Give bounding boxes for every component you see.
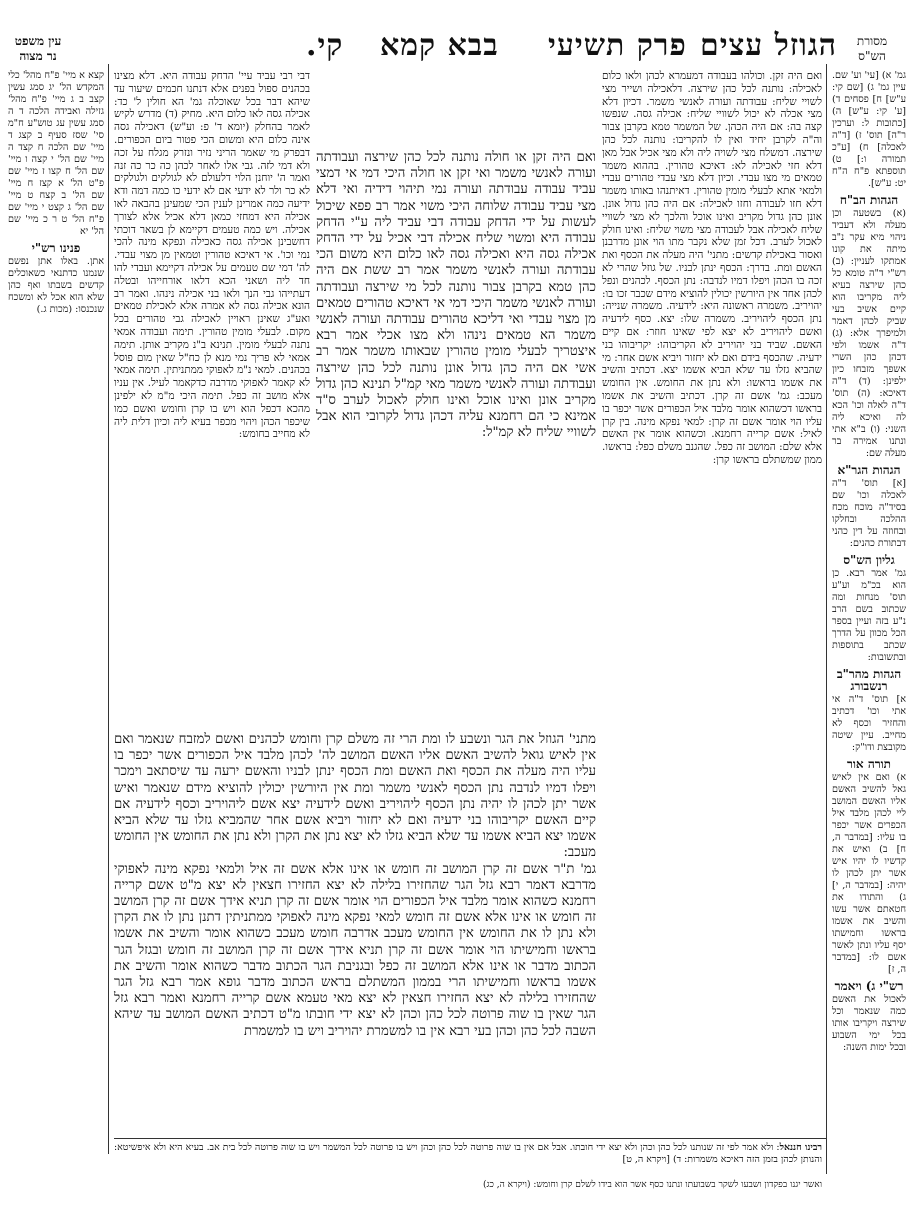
rashi-note-text: לאכול את האשם כמה שנאמר וכל שירצה ויקריבו אותו בכל ימי השבוע ובכל ימות השנה:: [832, 994, 906, 1053]
tosafot-text: דבי רבי עביד עיי' הדחק עבודה היא. דלא מצינו בכהנים ספול בפנים אלא דנתנו חכמים שיעור עד שיהא דבר בכל שאוכלה גמ' הא חולין ל' כד: אכילה גסה לאו כלום היא. מחיק (ד) מדרש לקיש לאמר בהחלק (יומא ד' פ: וע"ש) דאכילה גסה אינה כלום היא ומשום הכי פטור ביום הכפורים. דבפרק מי שאמר הריני נזיר ונזרק מגלח על זכה ולא דמי לזה. גבי אלו לאחר לכהן כה כר כה זנה ואמר ה' יוחנן הלוי דלעולם לא לגולקים ולגולקים לא כר ולר לא ידעי אם לא ידעי כו כמה דמה ודא ידיעה כמה אמרינן לענין הכי שמעינן בהבאה לאו אכילה היא דמחזי כמאן דלא אכיל אלא לצורך אכילה. ויש כמה טעמים דקיימא לן בשאר דוכתי דחשבינן אכילה גסה כאכילה ונפקא מינה להכי נמי וכו'. אי דאיכא טהורין וטמאין מן מצוי עבדי. לה' דמי שם טעמים על אכילה דקיימא ועבדי להו חד ליה ושאני הכא דלאו אורחייהו ובטלה דעתייהו גבי הנך ולאו בני אכילה נינהו. ואמר רב הונא אכילה גסה לא אמרה אלא לאכילת טמאים ואע"ג שאינן ראויין לאכילה גבי טהורים בכל מקום. לבעלי מומין טהורין. תימה ועבודה אמאי נתנה לבעלי מומין. תנינא ב"נ מקריב אותן. תימה אמאי לא פריך נמי מנא לן כח"ל שאין מום פוסל בכהנים. למאי נ"מ לאפוקי ממתניתין. תימה אמאי לא קאמר לאפוקי מדרבה כדקאמר לעיל. אין עניו אלא מושב זה כפל. תימה היכי מ"מ לא ילפינן מהכא דכפל הוא ויש בו קרן וחומש ואשם כמו שיכפר הכהן ויהוי מכפר בעיא ליה וכיון דלית ליה לא מחייב בחומש:: [114, 70, 310, 441]
ein-mishpat-heading: עין משפט נר מצוה: [14, 34, 62, 63]
bottom-notes: רבינו חננאל: ולא אמר לפי זה שנותנו לכל כהן וכהן ולא יצא ידי חובתו. אבל אם אין בו שוה פרוטה לכל כהן וכהן ויש בו פרוטה לכל המשמר ויש בו שוה פרוטה לכל בית אב. בעיא היא ולא איפשיטא: והנותן לכהן בזמן הזה דאיכא משמרות: ד) [ויקרא ה, ט]: [114, 1142, 823, 1165]
maharsha-text: א] תוס' ד"ה אי אתי וכו' דכתיב והחזיר וכסף לא מחייב. עיין שיטה מקובצת ודו"ק:: [832, 694, 906, 753]
haghot-bach-title: הגהות הב"ח: [839, 193, 899, 207]
torah-or-title: תורה אור: [846, 757, 892, 771]
tractate-title: בבא קמא: [380, 28, 499, 63]
page-number: קי.: [306, 28, 344, 63]
mesoret-hashas-heading: מסורת הש"ס: [856, 34, 888, 63]
left-margin: [8, 70, 104, 490]
gilyon-text: גמ' אמר רבא. כן הוא בכ"מ וע"ע תוס' מנחות ומה שכתוב בשם הרב נ"ע בזה ועיין בספר הכל מכוון על הדרך שכתב בתוספות ובתשובות:: [832, 568, 906, 663]
gemara-upper-text: ואם היה זקן או חולה נותנה לכל כהן שירצה ועבודתה ועורה לאנשי משמר ואי זקן או חולה היכי דמי אי דמצי עביד עבודה עבודתה ועורה נמי תיהוי דידיה ואי דלא מצי עביד עבודה שלוחה היכי משוי אמר רב פפא שיכול לעשות על ידי הדחק עבודה דבי עביד ליה ע"י הדחק עבודה היא ומשוי שליח אכילה דבי אכיל על ידי הדחק אכילה גסה היא ואכילה גסה לאו כלום היא משום הכי עבודתה ועורה לאנשי משמר אמר רב ששת אם היה כהן טמא בקרבן צבור נותנה לכל מי שירצה ועבודתה ועורה לאנשי משמר היכי דמי אי דאיכא טהורים טמאים מן מצוי עבדי ואי דליכא טהורים עבודתה ועורה לאנשי משמר הא טמאים נינהו ולא מצו אכלי אמר רבא איצטריך לבעלי מומין טהורין שבאותו משמר אמר רב אשי אם היה כהן גדול אונן נותנה לכל כהן שירצה ועבודתה ועורה לאנשי משמר מאי קמ"ל תנינא כהן גדול מקריב אונן ואינו אוכל ואינו חולק לאכול לערב ס"ד אמינא כי הם רחמנא עליה דכהן גדול לקרובי הוא אבל לשוויי שליח לא קמ"ל:: [316, 150, 596, 441]
bottom-notes-text: ולא אמר לפי זה שנותנו לכל כהן וכהן ולא יצא ידי חובתו. אבל אם אין בו שוה פרוטה לכל כהן וכהן ויש בו פרוטה לכל המשמר ויש בו שוה פרוטה לכל בית אב. בעיא היא ולא איפשיטא: והנותן לכהן בזמן הזה דאיכא משמרות: ד) [ויקרא ה, ט]: [114, 1142, 822, 1165]
rashi-column: [602, 70, 822, 1135]
rashi-text: ואם היה זקן. וכולהו בעבודה דמעמרא לכהן ולאו כלום לאכילה: נותנה לכל כהן שירצה. דלאכילה ושייר מצי לשויי שליח: עבודתה ועורה לאנשי משמר. דכיון דלא מצי אכלה לא יכול לשוויי שליח: אכילה גסה. שנפשו קצה בה: אם היה הכהן. של המשמר טמא בקרבן צבור וה"ה לקרבן יחיד ואין לו להקריבו: נותנה לכל כהן שירצה. דמשלח מצי לשויה ליה ולא מצי אכיל אבל מאן דלא חזי לאכילה לא: דאיכא טהורין. בההוא משמר טמאים מי מצו עבדי. וכיון דלא מצי עבדי טהורים עבדי ולמאי אתא לבעלי מומין טהורין. דאיתנהו באותו משמר דלא חזו לעבודה וחזו לאכילה: אם היה כהן גדול אונן. אונן כהן גדול מקריב ואינו אוכל והלכך לא מצי לשוויי שליח לאכילה אבל לעבודה מצי משוי שליח: ואינו חולק לאכול לערב. דכל זמן שלא נקבר מתו הוי אונן מדרבנן ואסור באכילת קדשים: מתני' היה מעלה את הכסף ואת האשם ומת. בדרך: הכסף ינתן לבניו. של גוזל שהרי לא זכה בו הכהן ויפלו דמיו לנדבה: נתן הכסף. לכהנים ונפל לכהן אחד אין היורשין יכולין להוציא מידם שכבר זכו בו: יהויריב. משמרה ראשונה היא: לידעיה. משמרה שנייה: נתן הכסף ליהויריב. משמרה שלו: יצא. כסף לידעיה ואשם ליהויריב לא יצא לפי שאינו חוזר: אם קיים האשם. שביד בני יהויריב לא הקריבוהו: יקריבוהו בני ידעיה. שהכסף בידם ואם לא יחזור ויביא אשם אחר: מי שהביא גזלו עד שלא הביא אשמו יצא. דכתיב והשיב את אשמו בראשו: ולא נתן את החומש. אין החומש מעכב: גמ' אשם זה קרן. דכתיב והשיב את אשמו בראשו דכשהוא אומר מלבד איל הכפורים אשר יכפר בו עליו הוי אומר אשם זה קרן: למאי נפקא מינה. בין קרן לאיל: אשם קרייה רחמנא. וכשהוא אומר אין האשם אלא שלם: המושב זה כפל. שהגנב משלם כפל: בראשו. ממון שמשתלם בראשו קרן:: [602, 70, 822, 466]
haghot-bach-text: (א) בשטעה וכן מעלה ולא דעביד ניהוי מיא עקר נ"ב מיתה את קונו אמתקו לעניין: (ב) רש"י ד"ה טומא כל כהן שירצה בעיא ליה מקריבו הוא קיים אשיב בעי שביק לכהן דאמר ולמיפרך אלא: (ג) ד"ה אשמו ולפי דכהן כהן השרי אשפך מזבחו כיון ילפינן: (ד) ד"ה דאיכא: (ה) תוס' ד"ה לאלה וכו' הכא לה ואיכא ליה השני: (ו) ב"א אתי ונתנו אמירה בר מעלה שם:: [832, 208, 906, 459]
chapter-title: פרק תשיעי: [548, 28, 687, 63]
ein-mishpat-text: קצא א מיי' פ"ח מהל' כלי המקדש הל' יג סמג עשין קצב ב ג מיי' פ"ח מהל' גזילה ואבידה הלכה ד ה סמג עשין עג טוש"ע ח"מ סי' שסז סעיף ב קצג ד מיי' שם הלכה ח קצד ה מיי' שם הל' י קצה ו מיי' שם הל' ח קצו ז מיי' שם פ"ט הל' א קצז ח מיי' שם הל' ב קצח ט מיי' שם הל' ג קצט י מיי' שם פ"ח הל' ט ר כ מיי' שם הל' יא: [8, 70, 104, 237]
right-margin-rule: [826, 64, 827, 1174]
chapter-name: הגוזל עצים: [700, 28, 837, 63]
penei-rashi-text: אתן. באלו אתן נפשם שנמנו כדתנאי כשאוכלים קדשים בשבתו ואף כהן שלא הוא אכל לא ומשכח שנכנסו: (מכות ג.): [8, 256, 104, 315]
bottom-quote-text: ואשר יגנו בפקדון ושבעו לשקר בשבועתו ונתנו כסף אשר הוא בידו לשלם קרן וחומש: (ויקרא ה, כג): [483, 1180, 822, 1190]
penei-rashi-title: פנינו רש"י: [31, 241, 81, 255]
rashi-note-title: רש"י ג) ויאמר: [834, 979, 904, 993]
right-margin: [832, 70, 906, 1180]
mesoret-text: גמ' א) [עי' וע' שם. עיין גמ' ג) [שם קי: ע"ש] ח] פסחים ד) [ע' קי: ע"ש] ה) [כתובות ל: וערכין ר"ה] תוס' ז) [ד"ה לאכלה] ח) [ע"כ תמורה ו:] ט) תוספתא פ"ח ה"ח יט: ע"ש].: [832, 70, 906, 189]
gemara-upper: [316, 150, 596, 730]
gemara-lower: [114, 732, 596, 1132]
maharsha-title: הגהות מהר"ב רנשבורג: [836, 667, 902, 693]
bottom-rule: [114, 1138, 826, 1139]
gilyon-title: גליון הש"ס: [843, 553, 895, 567]
haghot-gra-text: [א] תוס' ד"ה לאכלה וכו' שם בסיד"ה מוכח מכח ההלכה ובחלקו ובחוזה על דין כהני דבתורת כהנים:: [832, 478, 906, 549]
torah-or-text: א) ואם אין לאיש גאל להשיב האשם אליו האשם המושב ליי לכהן מלבד איל הכפרים אשר יכפר בו עליו: [במדבר ה, ח] ב) ואיש את קדשיו לו יהיו איש אשר יתן לכהן לו יהיה: [במדבר ה, י] ג) והתודו את חטאתם אשר עשו והשיב את אשמו בראשו וחמישתו יסף עליו ונתן לאשר אשם לו: [במדבר ה, ז]: [832, 772, 906, 975]
gemara-text: גמ' ת"ר אשם זה קרן המושב זה חומש או אינו אלא אשם זה איל ולמאי נפקא מינה לאפוקי מדרבא דאמר רבא גזל הגר שהחזירו בלילה לא יצא החזירו חצאין לא יצא מ"ט אשם קרייה רחמנא כשהוא אומר מלבד איל הכפורים הוי אומר אשם זה קרן תניא אידך אשם זה קרן המושב זה חומש או אינו אלא אשם זה חומש למאי נפקא מינה לאפוקי ממתניתין דתנן נתן לו את הקרן ולא נתן לו את החומש אין החומש מעכב אדרבה חומש מעכב כשהוא אומר והשיב את אשמו בראשו וחמישיתו הוי אומר אשם זה קרן תניא אידך אשם זה קרן המושב זה חומש ובגזל הגר הכתוב מדבר או אינו אלא המושב זה כפל ובגניבת הגר הכתוב מדבר כשהוא אומר והשיב את אשמו בראשו וחמישיתו הרי בממון המשתלם בראש הכתוב מדבר גופא אמר רבא גזל הגר שהחזירו בלילה לא יצא החזירו חצאין לא יצא מאי טעמא אשם קרייה רחמנא ואמר רבא גזל הגר שאין בו שוה פרוטה לכל כהן וכהן לא יצא ידי חובתו מ"ט דכתיב האשם המושב עד שיהא השבה לכל כהן וכהן בעי רבא אין בו למשמרת יהויריב ויש בו למשמרת: [114, 861, 596, 1039]
footnote-ref: רבינו חננאל: [779, 1142, 823, 1153]
haghot-gra-title: הגהות הגר"א: [837, 463, 901, 477]
mishna-text: מתני' הגוזל את הגר ונשבע לו ומת הרי זה משלם קרן וחומש לכהנים ואשם למזבח שנאמר ואם אין לאיש גואל להשיב האשם אליו האשם המושב לה' לכהן מלבד איל הכפורים אשר יכפר בו עליו היה מעלה את הכסף ואת האשם ומת הכסף ינתן לבניו והאשם ירעה עד שיסתאב וימכר ויפלו דמיו לנדבה נתן הכסף לאנשי משמר ומת אין היורשין יכולין להוציא מידם שנאמר ואיש אשר יתן לכהן לו יהיה נתן הכסף ליהויריב ואשם לידעיה יצא אשם ליהויריב וכסף לידעיה אם קיים האשם יקריבוהו בני ידעיה ואם לא יחזור ויביא אשם אחר שהמביא גזלו עד שלא הביא אשמו יצא הביא אשמו עד שלא הביא גזלו לא יצא נתן את הקרן ולא נתן את החומש אין החומש מעכב:: [114, 732, 596, 861]
bottom-quote: [114, 1180, 822, 1204]
tosafot-column: [114, 70, 310, 730]
left-margin-rule: [108, 64, 109, 1154]
